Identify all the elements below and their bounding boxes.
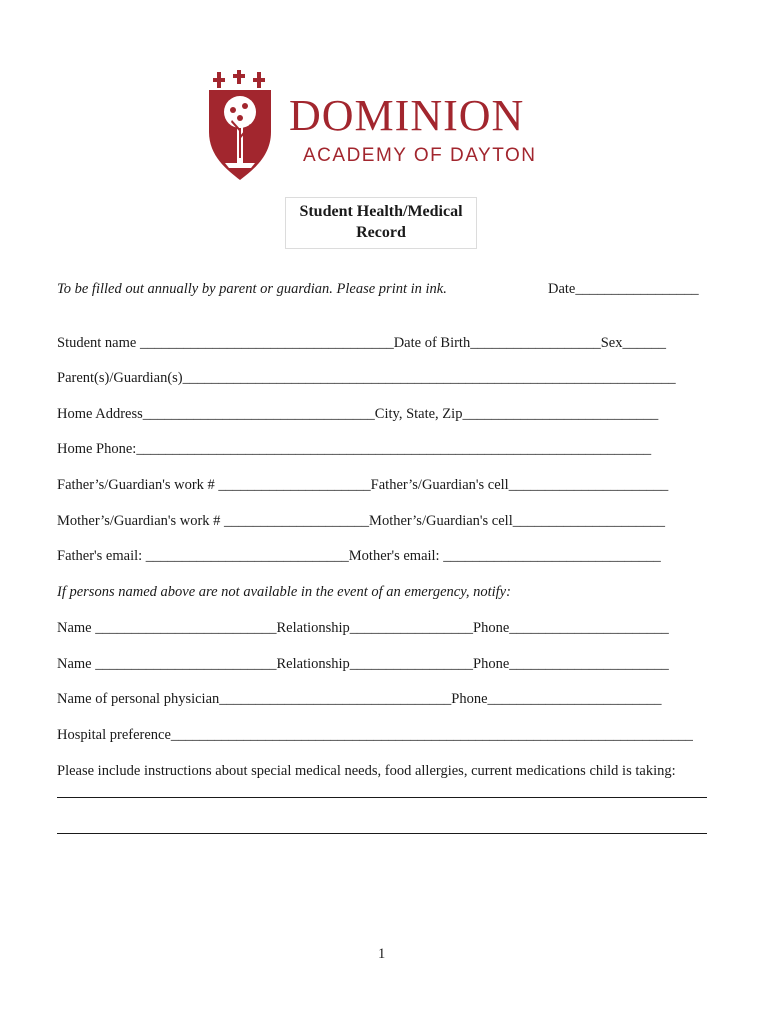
hospital-preference-row[interactable]: Hospital preference________________________________________________________________________ [57,727,693,743]
emails-row[interactable]: Father's email: ____________________________Mother's email: ______________________________ [57,548,661,564]
page-number: 1 [378,946,386,962]
emergency-contact-2-row[interactable]: Name _________________________Relationship_________________Phone______________________ [57,656,669,672]
instructions-text: To be filled out annually by parent or guardian. Please print in ink. [57,281,447,297]
form-title [285,197,477,249]
school-logo [205,70,565,185]
date-field[interactable]: Date_________________ [548,281,699,297]
emergency-contact-1-row[interactable]: Name _________________________Relationship_________________Phone______________________ [57,620,669,636]
physician-row[interactable]: Name of personal physician________________________________Phone________________________ [57,691,662,707]
student-name-row[interactable]: Student name ___________________________________Date of Birth__________________Sex______ [57,335,666,351]
form-title-line1: Student Health/Medical [299,203,463,220]
form-title-line2: Record [356,224,406,241]
logo-name: DOMINION [289,91,525,140]
shield-crest-icon [209,70,271,180]
mother-work-cell-row[interactable]: Mother’s/Guardian's work # ____________________Mother’s/Guardian's cell_____________________ [57,513,665,529]
emergency-heading: If persons named above are not available in the event of an emergency, notify: [57,584,511,600]
special-needs-line-2[interactable] [57,833,707,834]
special-needs-label: Please include instructions about special medical needs, food allergies, current medications child is taking: [57,763,676,779]
home-address-row[interactable]: Home Address________________________________City, State, Zip___________________________ [57,406,659,422]
parents-guardians-row[interactable]: Parent(s)/Guardian(s)____________________________________________________________________ [57,370,676,386]
special-needs-line-1[interactable] [57,797,707,798]
home-phone-row[interactable]: Home Phone:_______________________________________________________________________ [57,441,652,457]
father-work-cell-row[interactable]: Father’s/Guardian's work # _____________________Father’s/Guardian's cell______________________ [57,477,669,493]
logo-subtitle: ACADEMY OF DAYTON [303,145,537,166]
